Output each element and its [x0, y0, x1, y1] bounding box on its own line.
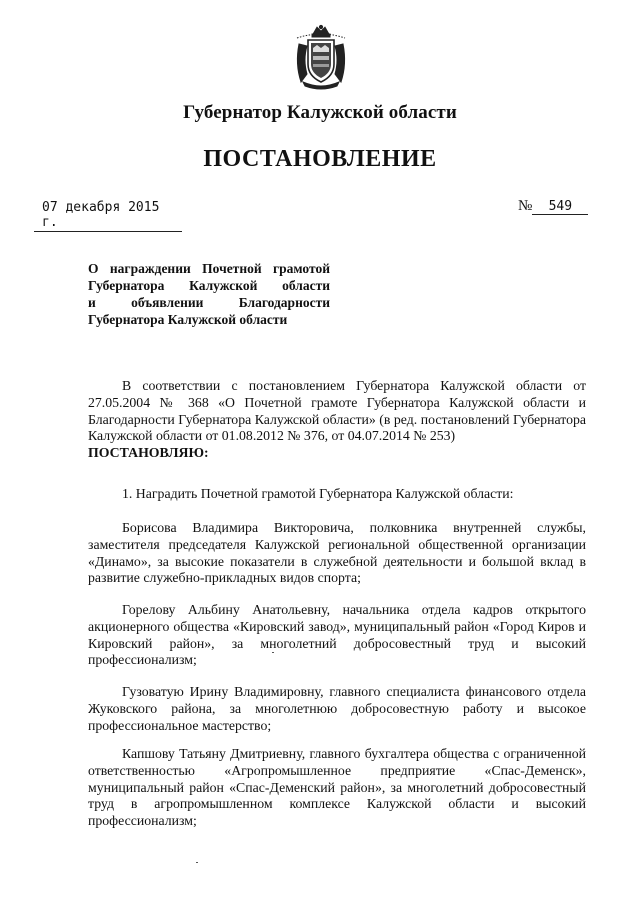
document-type-title: ПОСТАНОВЛЕНИЕ	[203, 146, 437, 172]
awardee-text: Капшову Татьяну Дмитриевну, главного бухгалтера общества с ограниченной ответственностью «Агропромышленное предприятие «Спас-Деменск», муниципальный район «Спас-Деменский район», за многолетний добросовестный труд в агропромышленном комплексе Калужской области и высокий профессионализм;	[88, 746, 586, 829]
issuing-authority: Губернатор Калужской области	[183, 102, 457, 123]
number-sign: №	[518, 198, 533, 214]
coat-of-arms-icon	[291, 24, 351, 90]
subject-line: Губернатора Калужской области	[88, 278, 330, 293]
resolve-word: ПОСТАНОВЛЯЮ:	[88, 445, 209, 461]
subject-line: О награждении Почетной грамотой	[88, 261, 330, 276]
awardee-text: Горелову Альбину Анатольевну, начальника отдела кадров открытого акционерного общества «Кировский завод», муниципальный район «Город Киров и Кировский район», за многолетний добросовестный труд и высокий профессионализм;	[88, 602, 586, 668]
subject-line: Губернатора Калужской области	[88, 312, 288, 327]
awardee-paragraph	[88, 602, 586, 669]
awardee-paragraph	[88, 520, 586, 587]
awardee-paragraph	[88, 746, 586, 830]
awardee-text: Борисова Владимира Викторовича, полковника внутренней службы, заместителя председателя Калужской региональной общественной организации «Динамо», за высокие показатели в служебной деятельности и большой вклад в развитие служебно-прикладных видов спорта;	[88, 520, 586, 586]
scan-speck	[272, 652, 274, 653]
awardee-text: Гузоватую Ирину Владимировну, главного специалиста финансового отдела Жуковского района, за многолетнюю добросовестную работу и высокое профессиональное мастерство;	[88, 684, 586, 733]
item-1-heading: 1. Наградить Почетной грамотой Губернатора Калужской области:	[122, 486, 514, 501]
subject-line: и объявлении Благодарности	[88, 295, 330, 310]
preamble-text: В соответствии с постановлением Губернатора Калужской области от 27.05.2004 № 368 «О Почетной грамоте Губернатора Калужской области и Благодарности Губернатора Калужской области» (в ред. постановлений Губернатора Калужской области от 01.08.2012 № 376, от 04.07.2014 № 253)	[88, 378, 586, 444]
scan-speck	[196, 862, 198, 863]
preamble-paragraph	[88, 378, 586, 462]
document-subject	[88, 260, 330, 328]
document-date: 07 декабря 2015 г.	[34, 200, 182, 232]
document-number	[518, 198, 588, 215]
number-value: 549	[532, 199, 588, 215]
awardee-paragraph	[88, 684, 586, 734]
